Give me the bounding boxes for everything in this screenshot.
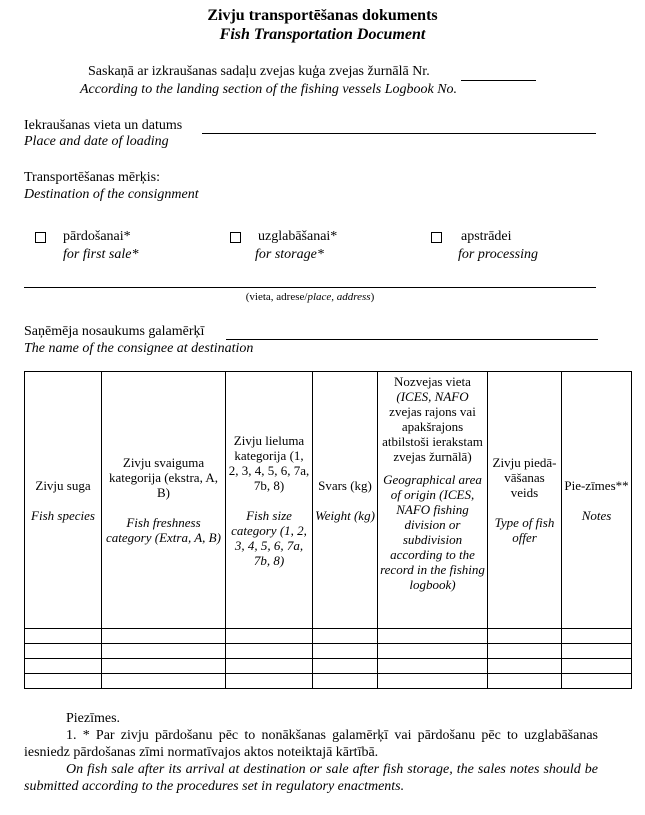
col-species: Zivju suga Fish species: [25, 372, 102, 629]
loading-field[interactable]: [202, 133, 596, 134]
processing-label-lv: apstrādei: [461, 229, 512, 244]
first-sale-label-en: for first sale*: [63, 247, 139, 262]
storage-label-lv: uzglabāšanai*: [258, 229, 338, 244]
col-weight: Svars (kg) Weight (kg): [313, 372, 378, 629]
table-row[interactable]: [25, 629, 632, 644]
processing-checkbox[interactable]: [431, 232, 442, 243]
table-row[interactable]: [25, 659, 632, 674]
fish-table: [24, 371, 632, 689]
col-freshness: Zivju svaiguma kategorija (ekstra, A, B) Fish freshness category (Extra, A, B): [102, 372, 226, 629]
logbook-label-lv: Saskaņā ar izkraušanas sadaļu zvejas kuģa zvejas žurnālā Nr.: [88, 64, 430, 79]
col-size: Zivju lieluma kategorija (1, 2, 3, 4, 5, 6, 7a, 7b, 8) Fish size category (1, 2, 3, 4, 5, 6, 7a, 7b, 8): [226, 372, 313, 629]
col-offer-type: Zivju piedā-vāšanas veids Type of fish offer: [488, 372, 562, 629]
col-notes: Pie-zīmes** Notes: [562, 372, 632, 629]
address-field[interactable]: [24, 287, 596, 288]
loading-label-lv: Iekraušanas vieta un datums: [24, 118, 183, 133]
logbook-label-en: According to the landing section of the fishing vessels Logbook No.: [80, 82, 458, 97]
storage-checkbox[interactable]: [230, 232, 241, 243]
notes-heading: Piezīmes.: [66, 711, 121, 726]
first-sale-checkbox[interactable]: [35, 232, 46, 243]
title-lv: Zivju transportēšanas dokuments: [207, 7, 438, 24]
loading-label-en: Place and date of loading: [24, 134, 169, 149]
table-row[interactable]: [25, 644, 632, 659]
table-header-row: [25, 372, 632, 629]
notes-item-en: On fish sale after its arrival at destination or sale after fish storage, the sales notes should be submitted according to the procedures set in regulatory enactments.: [24, 762, 598, 794]
logbook-number-field[interactable]: [461, 80, 536, 81]
destination-label-lv: Transportēšanas mērķis:: [24, 170, 160, 185]
table-row[interactable]: [25, 674, 632, 689]
storage-label-en: for storage*: [255, 247, 324, 262]
notes-section: [24, 710, 598, 795]
consignee-label-lv: Saņēmēja nosaukums galamērķī: [24, 324, 205, 339]
destination-label-en: Destination of the consignment: [24, 187, 199, 202]
consignee-label-en: The name of the consignee at destination: [24, 341, 254, 356]
processing-label-en: for processing: [458, 247, 538, 262]
consignee-field[interactable]: [226, 339, 598, 340]
first-sale-label-lv: pārdošanai*: [63, 229, 131, 244]
col-origin: Nozvejas vieta (ICES, NAFO zvejas rajons vai apakšrajons atbilstoši ierakstam zvejas žurnālā) Geographical area of origin (ICES, NAFO fishing division or subdivision according to the record in the fishing logbook): [378, 372, 488, 629]
title-en: Fish Transportation Document: [219, 26, 426, 43]
notes-item-lv: 1. * Par zivju pārdošanu pēc to nonākšanas galamērķī vai pārdošanu pēc to uzglabāšanas iesniedz pārdošanas zīmi normatīvajos aktos noteiktajā kārtībā.: [24, 728, 598, 760]
address-caption: (vieta, adrese/place, address): [245, 291, 375, 303]
